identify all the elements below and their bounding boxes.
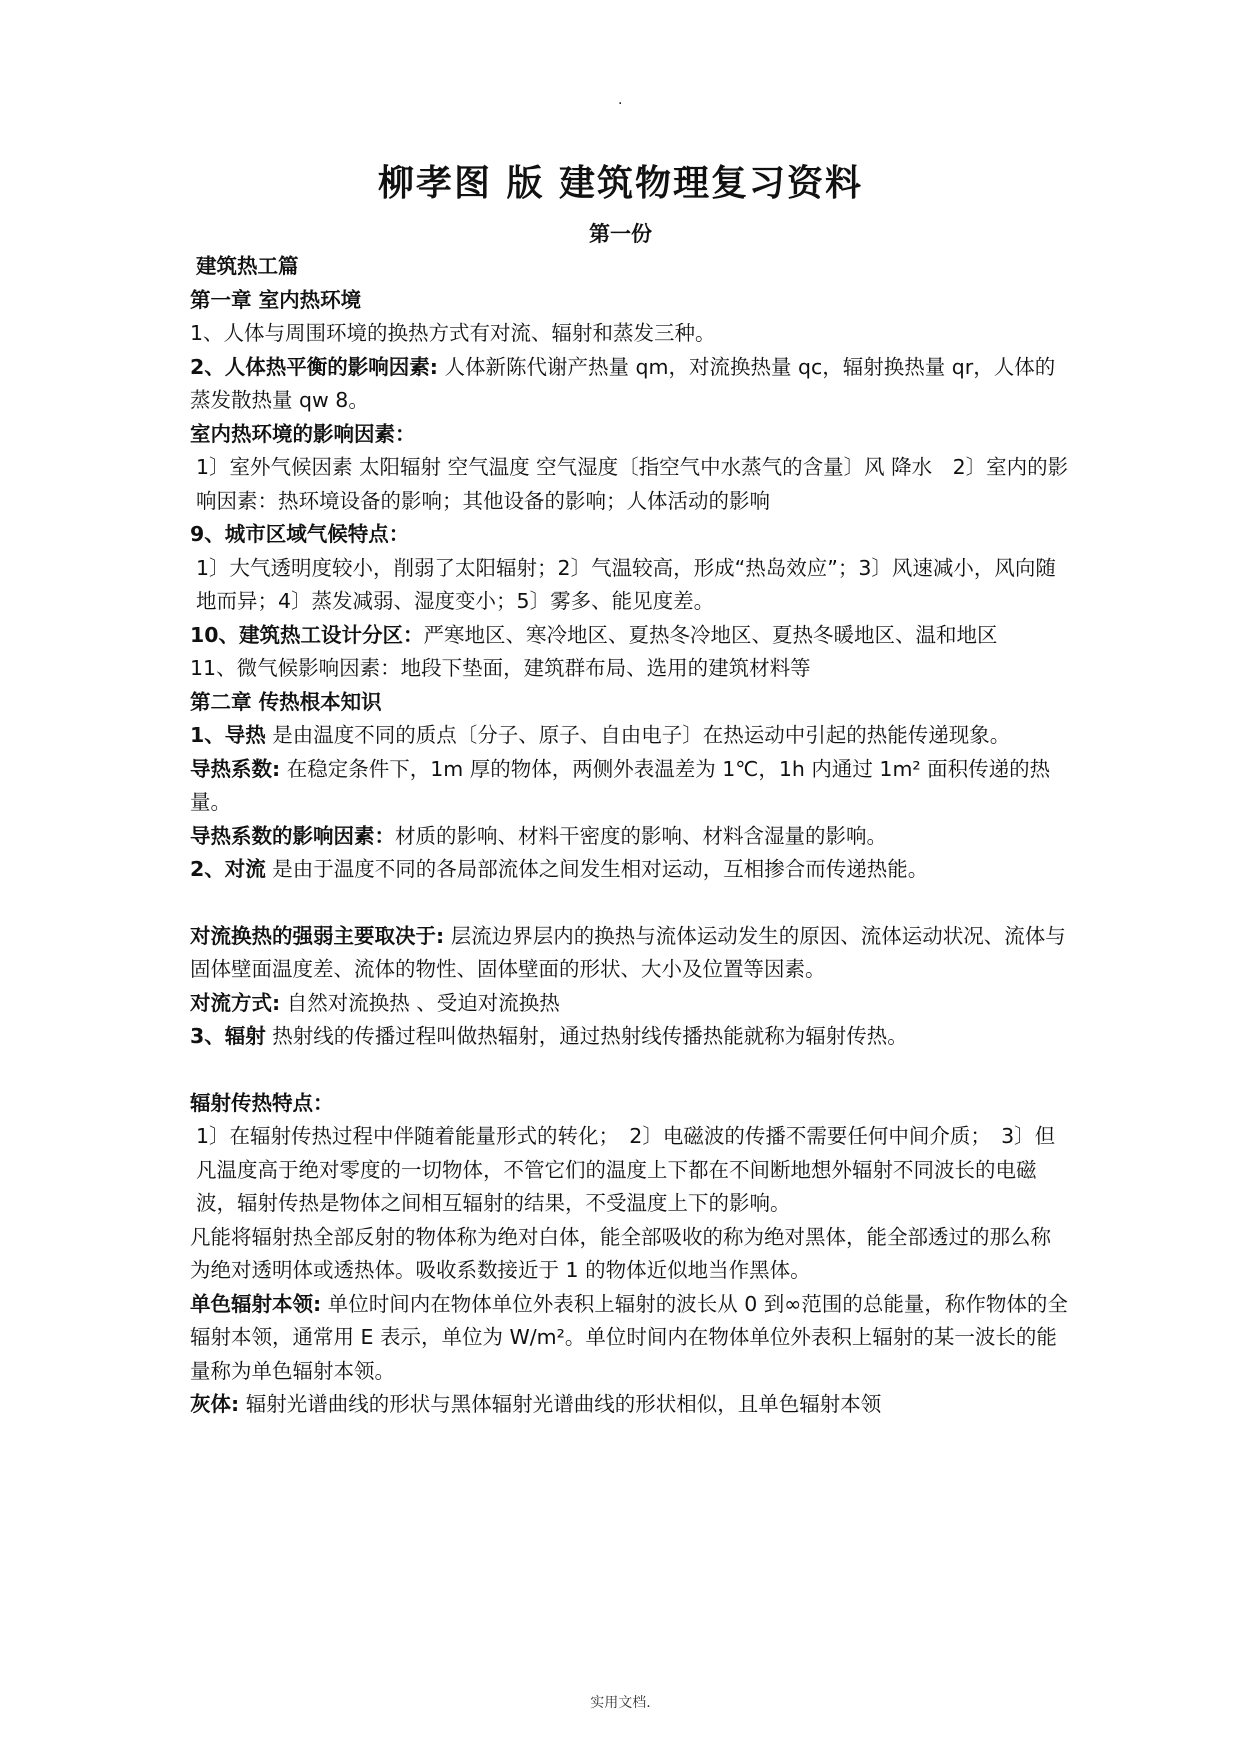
paragraph — [190, 1020, 1070, 1054]
chapter-heading: 第一章 室内热环境 — [190, 287, 362, 312]
paragraph: 1、人体与周围环境的换热方式有对流、辐射和蒸发三种。 — [190, 321, 716, 345]
definition: 在稳定条件下，1m 厚的物体，两侧外表温差为 1℃，1h 内通过 1m² 面积传递的热量。 — [190, 756, 1051, 814]
term: 灰体: — [190, 1392, 240, 1416]
paragraph — [190, 987, 1070, 1021]
paragraph — [190, 719, 1070, 753]
document-subtitle: 第一份 — [589, 221, 652, 246]
definition: 自然对流换热 、受迫对流换热 — [280, 990, 560, 1015]
section-heading: 建筑热工篇 — [196, 254, 299, 278]
chapter-heading: 第二章 传热根本知识 — [190, 689, 382, 714]
term: 3、辐射 — [190, 1024, 266, 1048]
term: 10、建筑热工设计分区： — [190, 622, 424, 647]
paragraph — [190, 853, 1070, 887]
definition: 是由于温度不同的各局部流体之间发生相对运动，互相掺合而传递热能。 — [265, 857, 929, 881]
paragraph: 1〕大气透明度较小，削弱了太阳辐射；2〕气温较高，形成“热岛效应”；3〕风速减小，风向随地而异；4〕蒸发减弱、湿度变小；5〕雾多、能见度差。 — [196, 555, 1056, 613]
paragraph — [190, 619, 1070, 653]
term: 对流方式: — [190, 990, 281, 1015]
definition: 材质的影响、材料干密度的影响、材料含湿量的影响。 — [395, 823, 887, 848]
definition: 严寒地区、寒冷地区、夏热冬冷地区、夏热冬暖地区、温和地区 — [423, 622, 998, 647]
term: 1、导热 — [190, 723, 266, 747]
page-footer: 实用文档. — [590, 1695, 651, 1711]
document-body — [190, 250, 1070, 1422]
definition: 单位时间内在物体单位外表积上辐射的波长从 0 到∞范围的总能量，称作物体的全辐射本领，通常用 E 表示，单位为 W/m²。单位时间内在物体单位外表积上辐射的某一波长的能量称为单色辐射本领。 — [190, 1291, 1068, 1383]
paragraph: 凡能将辐射热全部反射的物体称为绝对白体，能全部吸收的称为绝对黑体，能全部透过的那么称为绝对透明体或透热体。吸收系数接近于 1 的物体近似地当作黑体。 — [190, 1224, 1051, 1282]
spacer — [190, 887, 1070, 920]
paragraph — [190, 920, 1070, 987]
term: 2、对流 — [190, 857, 266, 881]
paragraph — [190, 1288, 1070, 1389]
definition: 热射线的传播过程叫做热辐射，通过热射线传播热能就称为辐射传热。 — [265, 1024, 908, 1048]
definition: 辐射光谱曲线的形状与黑体辐射光谱曲线的形状相似，且单色辐射本领 — [239, 1392, 882, 1416]
paragraph: 1〕在辐射传热过程中伴随着能量形式的转化； 2〕电磁波的传播不需要任何中间介质； 3〕但凡温度高于绝对零度的一切物体，不管它们的温度上下都在不间断地想外辐射不同波长的电磁波，辐射传热是物体之间相互辐射的结果，不受温度上下的影响。 — [196, 1124, 1056, 1215]
paragraph — [190, 820, 1070, 854]
term: 对流换热的强弱主要取决于: — [190, 923, 445, 948]
paragraph — [190, 753, 1070, 820]
term: 导热系数: — [190, 756, 281, 781]
subheading: 9、城市区域气候特点： — [190, 522, 410, 546]
paragraph — [190, 1388, 1070, 1422]
definition: 是由温度不同的质点〔分子、原子、自由电子〕在热运动中引起的热能传递现象。 — [265, 723, 1011, 747]
spacer — [190, 1054, 1070, 1087]
subheading: 室内热环境的影响因素： — [190, 421, 416, 446]
paragraph: 11、微气候影响因素：地段下垫面，建筑群布局、选用的建筑材料等 — [190, 656, 811, 680]
definition: 层流边界层内的换热与流体运动发生的原因、流体运动状况、流体与固体壁面温度差、流体的物性、固体壁面的形状、大小及位置等因素。 — [190, 923, 1066, 981]
paragraph — [190, 351, 1070, 418]
term: 导热系数的影响因素： — [190, 823, 395, 848]
subheading: 辐射传热特点： — [190, 1090, 334, 1115]
term: 2、人体热平衡的影响因素: — [190, 354, 438, 379]
paragraph: 1〕室外气候因素 太阳辐射 空气温度 空气湿度〔指空气中水蒸气的含量〕风 降水 2〕室内的影响因素：热环境设备的影响；其他设备的影响；人体活动的影响 — [196, 455, 1069, 513]
term: 单色辐射本领: — [190, 1291, 322, 1316]
definition: 人体新陈代谢产热量 qm，对流换热量 qc，辐射换热量 qr，人体的蒸发散热量 qw 8。 — [190, 354, 1056, 412]
header-dot: . — [618, 92, 623, 108]
document-title: 柳孝图 版 建筑物理复习资料 — [377, 162, 864, 204]
